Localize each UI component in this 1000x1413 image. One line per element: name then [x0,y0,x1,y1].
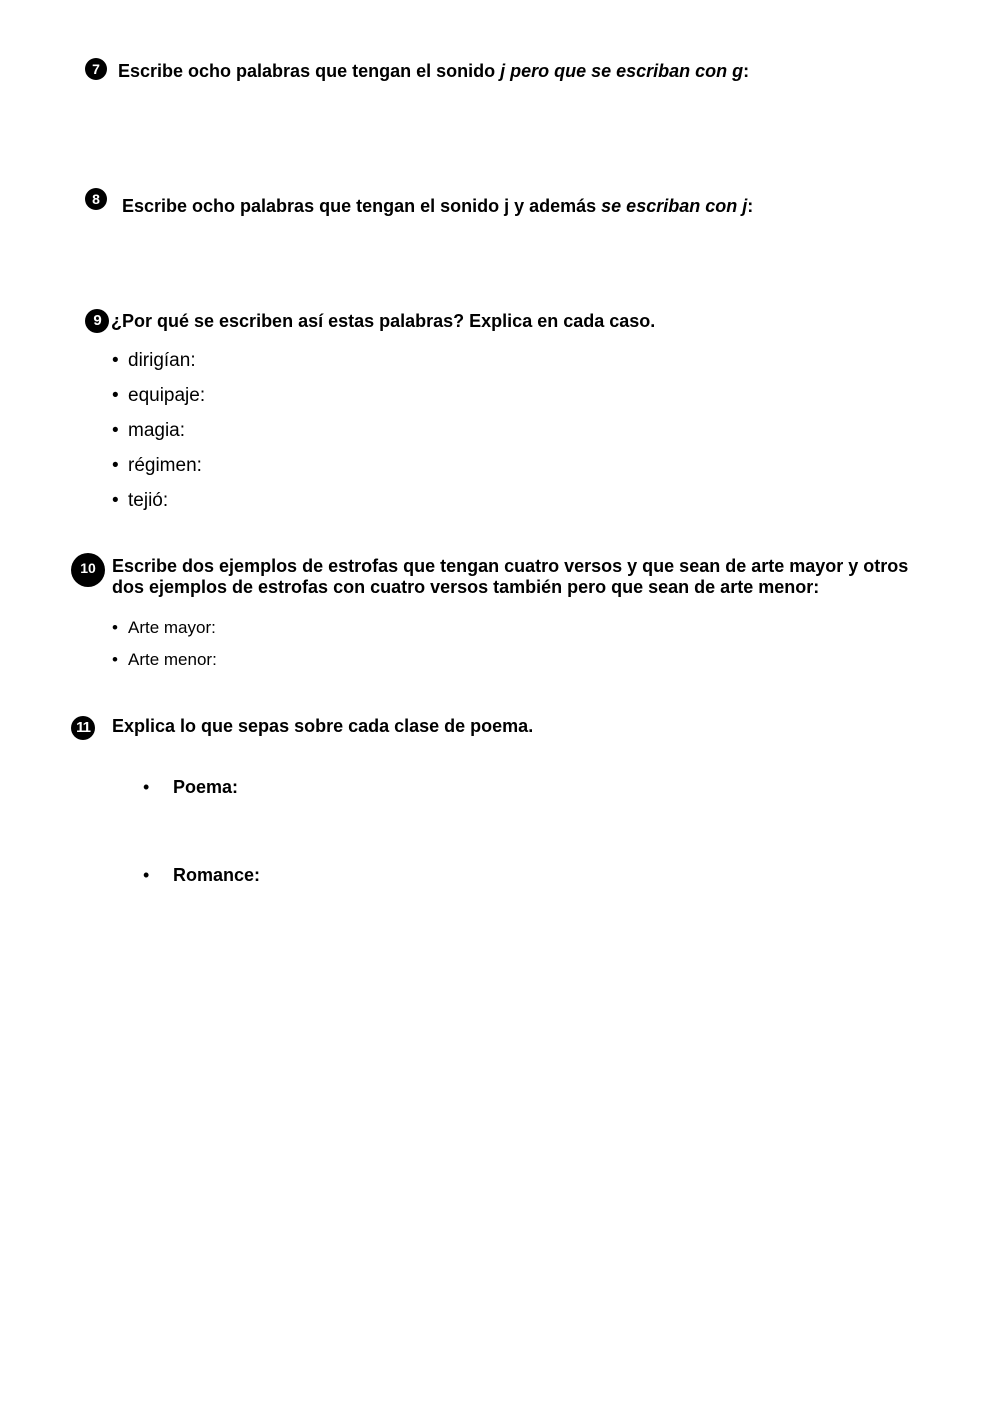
list-item: • Arte menor: [112,650,217,682]
question-8-italic: se escriban con j [601,196,748,216]
question-11-list [143,776,260,886]
list-item: • régimen: [112,455,205,490]
question-10-list [112,618,217,682]
question-10-line-1: Escribe dos ejemplos de estrofas que tengan cuatro versos y que sean de arte mayor y otros [112,556,909,576]
question-8-prompt [122,196,753,217]
list-item: • Poema: [143,776,260,864]
question-number-9: 9 [85,309,109,333]
question-7-prompt [118,61,749,82]
question-7-italic: j pero que se escriban con g [500,61,744,81]
question-8-text: Escribe ocho palabras que tengan el sonido j y además [122,196,602,216]
list-item: • equipaje: [112,385,205,420]
list-item: • Arte mayor: [112,618,217,650]
question-10-line-2: dos ejemplos de estrofas con cuatro versos también pero que sean de arte menor: [112,577,820,597]
question-number-7: 7 [85,58,107,80]
list-item: • Romance: [143,864,260,886]
question-9-list [112,350,205,525]
list-item: • magia: [112,420,205,455]
question-8-colon: : [747,196,754,216]
question-number-8: 8 [85,188,107,210]
question-number-11: 11 [71,716,95,740]
question-7-text: Escribe ocho palabras que tengan el sonido [118,61,501,81]
list-item: • tejió: [112,490,205,525]
question-7-colon: : [743,61,750,81]
list-item: • dirigían: [112,350,205,385]
question-9-text: ¿Por qué se escriben así estas palabras? Explica en cada caso. [111,311,656,331]
question-number-10: 10 [71,553,105,587]
question-11-text: Explica lo que sepas sobre cada clase de poema. [112,716,534,736]
